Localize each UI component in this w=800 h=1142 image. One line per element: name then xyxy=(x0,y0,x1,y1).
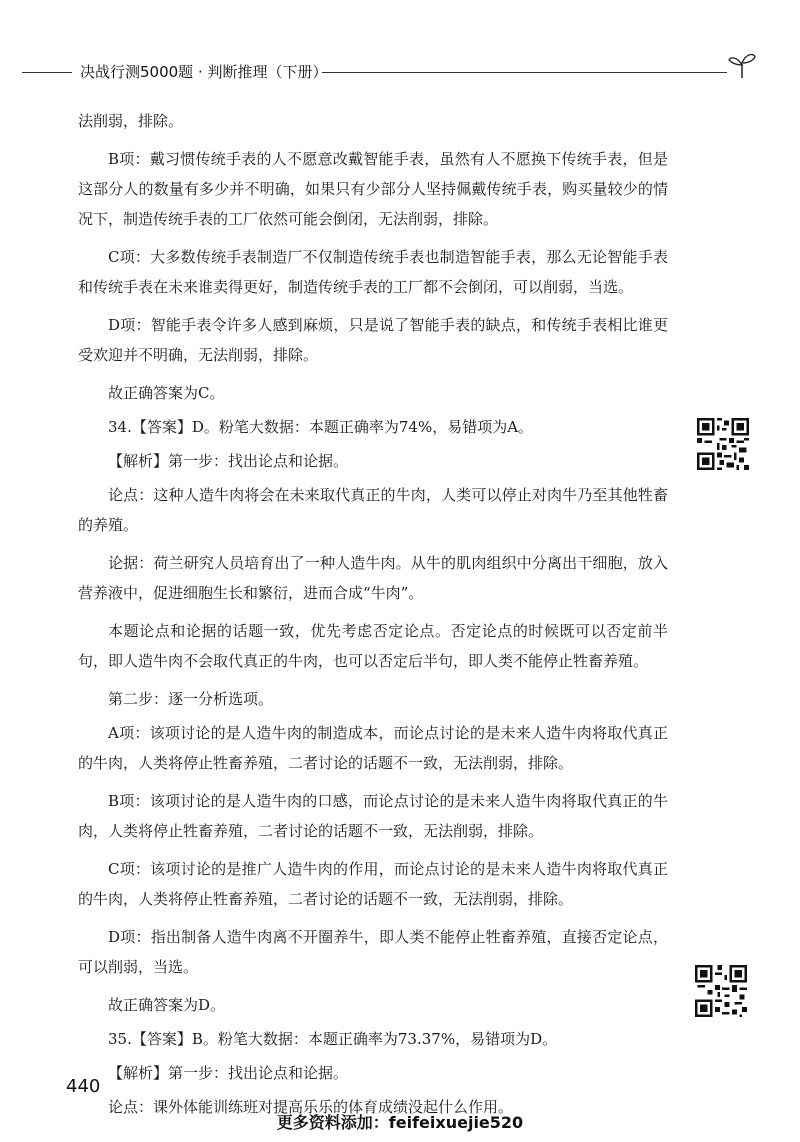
qr-code-icon[interactable] xyxy=(695,965,747,1017)
header-rule-right xyxy=(322,72,727,73)
paragraph: 论据：荷兰研究人员培育出了一种人造牛肉。从牛的肌肉组织中分离出干细胞，放入营养液中，促进细胞生长和繁衍，进而合成“牛肉”。 xyxy=(78,554,668,602)
answer-line: 35.【答案】B。粉笔大数据：本题正确率为73.37%，易错项为D。 xyxy=(108,1030,558,1048)
paragraph: 法削弱，排除。 xyxy=(78,112,184,130)
paragraph: 第二步：逐一分析选项。 xyxy=(108,690,274,708)
paragraph: D项：智能手表令许多人感到麻烦，只是说了智能手表的缺点，和传统手表相比谁更受欢迎并不明确，无法削弱，排除。 xyxy=(78,316,668,364)
running-header xyxy=(22,58,757,88)
paragraph: 论点：课外体能训练班对提高乐乐的体育成绩没起什么作用。 xyxy=(108,1098,514,1116)
analysis-heading: 【解析】第一步：找出论点和论据。 xyxy=(108,452,349,470)
paragraph: 故正确答案为C。 xyxy=(108,384,225,402)
paragraph: 故正确答案为D。 xyxy=(108,996,226,1014)
paragraph: A项：该项讨论的是人造牛肉的制造成本，而论点讨论的是未来人造牛肉将取代真正的牛肉，人类将停止牲畜养殖，二者讨论的话题不一致，无法削弱，排除。 xyxy=(78,724,668,772)
paragraph: B项：该项讨论的是人造牛肉的口感，而论点讨论的是未来人造牛肉将取代真正的牛肉，人类将停止牲畜养殖，二者讨论的话题不一致，无法削弱，排除。 xyxy=(78,792,668,840)
analysis-heading: 【解析】第一步：找出论点和论据。 xyxy=(108,1064,349,1082)
answer-line: 34.【答案】D。粉笔大数据：本题正确率为74%，易错项为A。 xyxy=(108,418,534,436)
paragraph: C项：该项讨论的是推广人造牛肉的作用，而论点讨论的是未来人造牛肉将取代真正的牛肉，人类将停止牲畜养殖，二者讨论的话题不一致，无法削弱，排除。 xyxy=(78,860,668,908)
paragraph: 本题论点和论据的话题一致，优先考虑否定论点。否定论点的时候既可以否定前半句，即人造牛肉不会取代真正的牛肉，也可以否定后半句，即人类不能停止牲畜养殖。 xyxy=(78,622,668,670)
page-body xyxy=(78,106,668,1130)
book-title: 决战行测5000题 · 判断推理（下册） xyxy=(80,63,328,81)
paragraph: 论点：这种人造牛肉将会在未来取代真正的牛肉，人类可以停止对肉牛乃至其他牲畜的养殖。 xyxy=(78,486,668,534)
paragraph: B项：戴习惯传统手表的人不愿意改戴智能手表，虽然有人不愿换下传统手表，但是这部分人的数量有多少并不明确，如果只有少部分人坚持佩戴传统手表，购买量较少的情况下，制造传统手表的工厂依然可能会倒闭，无法削弱，排除。 xyxy=(78,150,668,228)
qr-code-icon[interactable] xyxy=(697,418,749,470)
paragraph: D项：指出制备人造牛肉离不开圈养牛，即人类不能停止牲畜养殖，直接否定论点，可以削弱，当选。 xyxy=(78,928,668,976)
header-rule-left xyxy=(22,72,72,73)
page-number: 440 xyxy=(66,1076,101,1097)
paragraph: C项：大多数传统手表制造厂不仅制造传统手表也制造智能手表，那么无论智能手表和传统手表在未来谁卖得更好，制造传统手表的工厂都不会倒闭，可以削弱，当选。 xyxy=(78,248,668,296)
sprout-icon xyxy=(727,50,757,80)
footer-note: 更多资料添加：feifeixuejie520 xyxy=(276,1113,524,1132)
